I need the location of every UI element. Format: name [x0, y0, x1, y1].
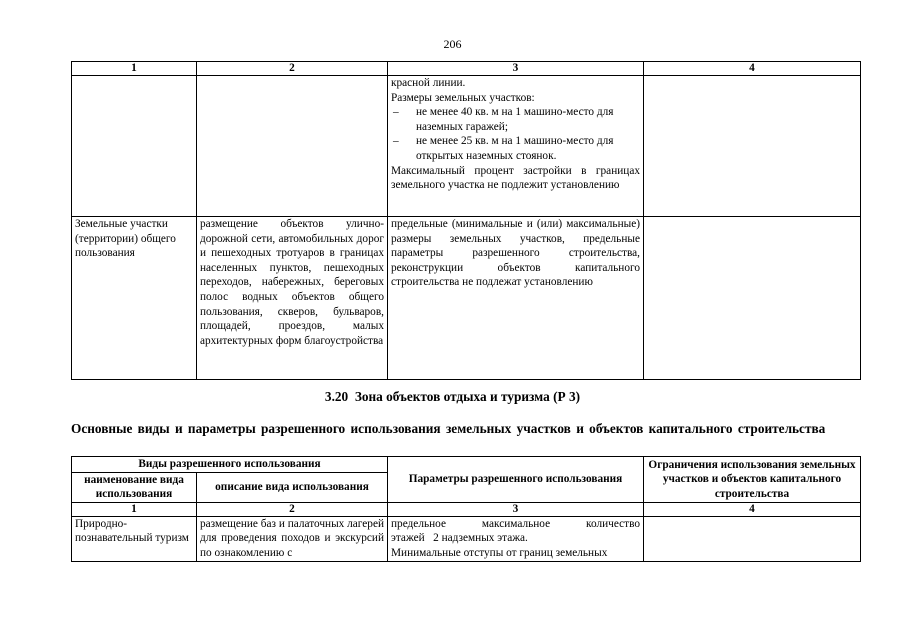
text-line: предельное максимальное количество — [391, 517, 640, 530]
column-number: 1 — [72, 502, 197, 516]
parameters-cell — [388, 516, 644, 561]
dash-list — [391, 105, 640, 163]
empty-cell — [72, 76, 197, 217]
use-description-cell: размещение объектов улично-дорожной сети, автомобильных дорог и пешеходных тротуаров в границах населенных пунктов, пешеходных переходов, набережных, береговых полос водных объектов общего пользования, скверов, бульваров, площадей, проездов, малых архитектурных форм благоустройства — [197, 217, 388, 380]
text-line: Минимальные отступы от границ земельных — [391, 546, 608, 559]
use-name-cell: Природно-познавательный туризм — [72, 516, 197, 561]
column-number: 1 — [72, 62, 197, 76]
zoning-table — [71, 456, 861, 562]
column-number: 4 — [644, 62, 861, 76]
group-header: Виды разрешенного использования — [72, 457, 388, 473]
column-number: 3 — [388, 502, 644, 516]
header-row — [72, 457, 861, 473]
table-row — [72, 76, 861, 217]
column-number: 3 — [388, 62, 644, 76]
column-number: 2 — [197, 502, 388, 516]
use-description-cell: размещение баз и палаточных лагерей для проведения походов и экскурсий по ознакомлению с — [197, 516, 388, 561]
section-heading: 3.20 Зона объектов отдыха и туризма (Р 3) — [324, 389, 581, 404]
empty-cell — [197, 76, 388, 217]
use-name-cell: Земельные участки (территории) общего пользования — [72, 217, 197, 380]
header-cell: Ограничения использования земельных участков и объектов капитального строительства — [644, 457, 861, 503]
parameters-cell: предельные (минимальные и (или) максимальные) размеры земельных участков, предельные параметры разрешенного строительства, реконструкции объектов капитального строительства не подлежат установлению — [388, 217, 644, 380]
building-coverage-text: Максимальный процент застройки в границах земельного участка не подлежит установлению — [391, 164, 640, 192]
column-number: 4 — [644, 502, 861, 516]
text-line: красной линии. — [391, 77, 466, 89]
parameters-cell — [388, 76, 644, 217]
text-line: этажей 2 надземных этажа. — [391, 532, 528, 545]
header-cell: Параметры разрешенного использования — [388, 457, 644, 503]
empty-cell — [644, 217, 861, 380]
subheading: Основные виды и параметры разрешенного использования земельных участков и объектов капитального строительства — [71, 421, 826, 436]
list-item: – не менее 40 кв. м на 1 машино-место для наземных гаражей; — [391, 105, 640, 134]
column-number-row — [72, 62, 861, 76]
page-number: 206 — [443, 37, 462, 51]
zoning-table-continued — [71, 61, 861, 380]
table-row — [72, 217, 861, 380]
empty-cell — [644, 516, 861, 561]
list-item: – не менее 25 кв. м на 1 машино-место для открытых наземных стоянок. — [391, 134, 640, 163]
text-line: Размеры земельных участков: — [391, 91, 535, 104]
header-cell: наименование вида использования — [72, 472, 197, 502]
header-cell: описание вида использования — [197, 472, 388, 502]
table-row — [72, 516, 861, 561]
empty-cell — [644, 76, 861, 217]
column-number: 2 — [197, 62, 388, 76]
column-number-row — [72, 502, 861, 516]
